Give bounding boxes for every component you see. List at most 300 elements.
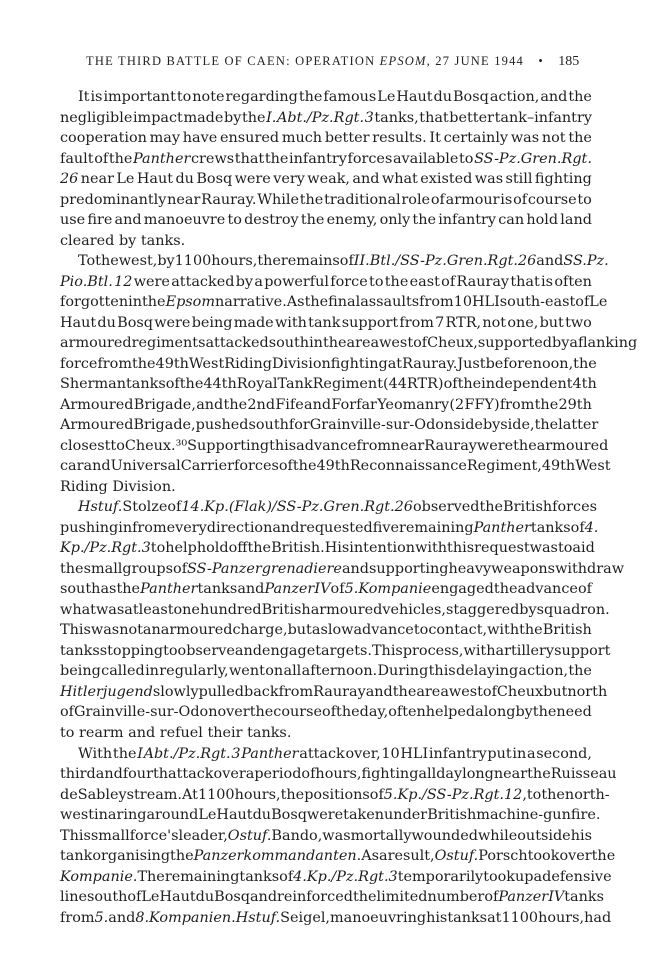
text-line — [60, 374, 597, 395]
word: by — [235, 273, 254, 290]
word: the — [223, 396, 248, 413]
word: the — [541, 786, 565, 803]
word: this — [428, 663, 456, 680]
word: destroy — [244, 212, 299, 229]
word: for — [288, 417, 310, 434]
word: hundred — [199, 601, 262, 618]
text-line — [60, 702, 592, 723]
word: of — [441, 273, 456, 290]
word: cooperation — [60, 130, 147, 147]
word: the — [532, 704, 557, 721]
word: over — [217, 704, 250, 721]
running-title-italic: EPSOM — [379, 54, 427, 68]
word: of — [127, 889, 142, 906]
word: west — [379, 335, 414, 352]
word: a — [254, 273, 263, 290]
word: limited — [376, 889, 428, 906]
text-line — [60, 272, 592, 293]
word: armoured — [536, 437, 609, 454]
word: attack — [299, 745, 345, 762]
word: Panther — [473, 519, 531, 536]
word: being — [191, 314, 233, 331]
word: I. — [266, 109, 277, 126]
word: that — [510, 273, 540, 290]
word: and — [237, 581, 265, 598]
word: Panther — [133, 150, 191, 167]
word: west, — [118, 253, 158, 270]
word: certainly — [443, 130, 509, 147]
word: tank — [60, 848, 93, 865]
word: the — [568, 89, 592, 105]
word: the — [264, 150, 289, 167]
word: day, — [359, 704, 389, 721]
word: as — [100, 581, 117, 598]
word: the — [534, 396, 559, 413]
word: Riding — [60, 478, 108, 495]
word: with — [415, 540, 448, 557]
word: West — [575, 458, 611, 475]
word: Supporting — [187, 437, 270, 454]
word: final — [328, 294, 361, 311]
word: around — [146, 807, 199, 824]
word: British — [503, 499, 553, 516]
word: To — [78, 253, 96, 270]
word: intention — [349, 540, 416, 557]
word: may — [149, 130, 181, 147]
word: FFY) — [464, 396, 500, 413]
word: were — [234, 171, 271, 188]
word: were — [154, 314, 191, 331]
word: noon, — [532, 355, 574, 372]
word: Division — [271, 355, 331, 372]
word: de — [60, 786, 78, 803]
word: fault — [60, 150, 94, 167]
word: at — [487, 909, 502, 926]
word: under — [384, 807, 428, 824]
word: While — [257, 191, 299, 208]
text-line — [60, 128, 592, 149]
word: observe — [177, 642, 235, 659]
word: Brigade, — [133, 396, 196, 413]
word: side, — [500, 417, 535, 434]
word: du — [195, 889, 215, 906]
word: existed — [420, 171, 473, 188]
word: of — [413, 335, 428, 352]
word: vehicles, — [382, 601, 446, 618]
word: Bosq — [196, 171, 233, 188]
word: requested — [299, 519, 373, 536]
word: up — [515, 868, 534, 885]
word: of — [330, 581, 345, 598]
word: helped — [425, 704, 476, 721]
word: infantry — [428, 745, 487, 762]
word: Bando, — [271, 827, 323, 844]
word: 49th — [541, 458, 576, 475]
word: all — [283, 663, 302, 680]
word: British — [542, 622, 592, 639]
word: with — [463, 642, 496, 659]
word: Sabley — [77, 786, 127, 803]
word: fighting — [534, 171, 592, 188]
word: 5. — [94, 909, 109, 926]
word: remaining — [164, 868, 240, 885]
word: the — [257, 253, 281, 270]
text-line — [60, 436, 609, 457]
word: artillery — [495, 642, 555, 659]
word: and — [114, 212, 142, 229]
word: and — [536, 253, 564, 270]
word: Riding — [224, 355, 272, 372]
word: by — [118, 232, 137, 249]
word: took — [483, 868, 516, 885]
word: Rauray. — [402, 355, 458, 372]
word: 14. — [181, 499, 205, 516]
word: tanks — [60, 642, 100, 659]
word: positions — [304, 786, 370, 803]
word: was — [529, 540, 558, 557]
word: du — [97, 314, 116, 331]
word: du — [252, 807, 272, 824]
word: engage — [261, 642, 316, 659]
word: small — [90, 827, 130, 844]
word: the — [479, 499, 504, 516]
body-text — [60, 87, 638, 928]
text-line — [60, 620, 592, 641]
word: from — [132, 519, 167, 536]
word: on — [265, 663, 284, 680]
word: staggered — [446, 601, 520, 618]
word: and — [95, 766, 123, 783]
word: south — [248, 417, 289, 434]
word: in — [309, 335, 323, 352]
word: 29th — [558, 396, 592, 413]
word: to — [369, 273, 384, 290]
word: in — [94, 807, 108, 824]
word: the — [304, 294, 329, 311]
word: Yeomanry — [377, 396, 450, 413]
header-bullet: • — [538, 54, 544, 68]
word: hold — [196, 540, 229, 557]
word: delaying — [456, 663, 519, 680]
word: regularly, — [159, 663, 229, 680]
word: Rauray. — [201, 191, 257, 208]
word: temporarily — [397, 868, 484, 885]
word: 5. — [344, 581, 359, 598]
word: du — [175, 171, 194, 188]
word: over — [559, 848, 592, 865]
word: results. — [372, 130, 427, 147]
word: flanking — [577, 335, 638, 352]
word: IV — [548, 889, 565, 906]
word: machine-gun — [476, 807, 571, 824]
word: note — [192, 89, 225, 105]
word: cleared — [60, 232, 115, 249]
word: tanks — [447, 909, 488, 926]
word: not — [482, 314, 507, 331]
word: line — [60, 889, 87, 906]
word: that — [419, 109, 449, 126]
word: Kompanien. — [149, 909, 236, 926]
word: were — [476, 437, 514, 454]
word: ensured — [220, 130, 280, 147]
word: Ostuf. — [227, 827, 272, 844]
word: Hstuf. — [235, 909, 281, 926]
word: Bosq — [214, 889, 250, 906]
word: south — [268, 335, 310, 352]
text-line — [60, 641, 611, 662]
word: support — [554, 642, 611, 659]
text-line — [60, 867, 612, 888]
word: Carrier — [180, 458, 235, 475]
word: tanks — [564, 889, 605, 906]
word: 4. — [293, 868, 307, 885]
word: near — [80, 171, 114, 188]
word: to — [163, 642, 178, 659]
word: the — [392, 683, 417, 700]
word: of — [279, 868, 294, 885]
text-line — [60, 210, 592, 231]
word: Panther — [241, 745, 299, 762]
word: in — [128, 294, 142, 311]
word: that — [234, 150, 265, 167]
word: remains — [280, 253, 340, 270]
word: 26 — [517, 253, 537, 270]
word: attacked — [171, 273, 235, 290]
word: Le — [198, 807, 217, 824]
word: but — [287, 622, 312, 639]
word: near — [167, 191, 201, 208]
text-line — [60, 169, 592, 190]
word: by — [519, 601, 537, 618]
word: weak, — [307, 171, 351, 188]
word: squadron. — [536, 601, 610, 618]
word: 12 — [114, 273, 133, 290]
word: force's — [129, 827, 179, 844]
word: better — [324, 130, 370, 147]
word: Forfar — [331, 396, 377, 413]
word: course — [527, 191, 577, 208]
word: crews — [190, 150, 235, 167]
word: the — [412, 212, 436, 229]
word: narrative. — [214, 294, 287, 311]
word: aid — [572, 540, 595, 557]
word: Grainville-sur-Odon — [309, 417, 454, 434]
word: the — [108, 150, 133, 167]
word: force — [330, 273, 368, 290]
word: were — [133, 273, 170, 290]
word: hours, — [315, 766, 362, 783]
word: of — [278, 458, 293, 475]
word: Rauray — [313, 683, 366, 700]
word: Kp.(Flak)/SS-Pz.Gren.Rgt. — [204, 499, 395, 516]
word: second, — [536, 745, 592, 762]
word: and — [83, 458, 111, 475]
word: but — [543, 683, 568, 700]
word: were — [306, 807, 344, 824]
word: (2 — [449, 396, 465, 413]
word: closest — [60, 437, 111, 454]
text-line — [60, 908, 612, 929]
word: is — [90, 89, 103, 105]
word: back — [244, 683, 279, 700]
word: to — [557, 540, 573, 557]
word: and — [304, 396, 332, 413]
word: 44th — [203, 376, 237, 393]
text-line — [60, 559, 625, 580]
word: action, — [489, 89, 540, 105]
word: of — [301, 766, 316, 783]
word: Haut — [159, 889, 196, 906]
word: to — [459, 150, 474, 167]
word: Kp./Pz.Rgt. — [306, 868, 389, 885]
word: and — [196, 396, 224, 413]
word: reinforced — [277, 889, 353, 906]
word: Bosq — [117, 314, 153, 331]
word: 3 — [364, 109, 374, 126]
word: SS-Panzergrenadiere — [187, 560, 342, 577]
word: Btl./SS-Pz.Gren.Rgt. — [369, 253, 518, 270]
word: His — [324, 540, 350, 557]
word: Epsom — [165, 294, 215, 311]
word: the — [299, 191, 324, 208]
word: much — [281, 130, 323, 147]
text-line — [60, 682, 608, 703]
word: request — [474, 540, 530, 557]
word: the — [534, 417, 559, 434]
word: Kompanie — [358, 581, 432, 598]
word: made — [183, 109, 224, 126]
word: infantry — [438, 212, 497, 229]
word: the — [95, 253, 119, 270]
word: Hitlerjugend — [60, 683, 153, 700]
word: what — [381, 171, 418, 188]
word: supporting — [369, 560, 449, 577]
word: better — [449, 109, 494, 126]
word: from — [97, 355, 132, 372]
word: 8. — [135, 909, 150, 926]
word: armoured — [60, 335, 132, 352]
word: British. — [271, 540, 325, 557]
word: north — [567, 683, 608, 700]
word: withdraw — [555, 560, 625, 577]
word: not — [541, 130, 566, 147]
word: while — [477, 827, 518, 844]
word: the — [591, 848, 616, 865]
word: period — [254, 766, 302, 783]
word: assaults — [360, 294, 420, 311]
word: tanks — [530, 519, 571, 536]
word: tanks — [239, 868, 280, 885]
word: five — [372, 519, 399, 536]
word: taken — [343, 807, 385, 824]
word: 10 — [453, 294, 472, 311]
word: negligible — [60, 109, 133, 126]
word: HLI — [472, 294, 500, 311]
word: called — [101, 663, 145, 680]
word: Tank — [277, 376, 313, 393]
word: of — [167, 499, 182, 516]
text-line — [60, 600, 610, 621]
word: Le — [116, 171, 135, 188]
word: It — [78, 89, 90, 105]
word: The — [137, 868, 165, 885]
word: this — [269, 437, 297, 454]
word: the — [170, 848, 194, 865]
word: 12, — [504, 786, 527, 803]
word: the — [280, 786, 305, 803]
word: the — [247, 540, 272, 557]
word: from — [356, 437, 392, 454]
word: of — [165, 376, 180, 393]
word: Panzerkommandanten. — [193, 848, 362, 865]
text-line — [60, 251, 609, 272]
word: and — [365, 683, 393, 700]
word: Regiment, — [466, 458, 542, 475]
word: day — [436, 766, 463, 783]
word: at — [387, 355, 403, 372]
word: 3 — [231, 745, 241, 762]
word: of — [577, 581, 592, 598]
word: Fife — [275, 396, 304, 413]
word: Universal — [110, 458, 181, 475]
word: This — [60, 827, 91, 844]
word: often — [388, 704, 426, 721]
text-line — [60, 785, 610, 806]
word: 26 — [60, 171, 79, 188]
word: 7 — [435, 314, 445, 331]
word: contact, — [428, 622, 488, 639]
text-line — [60, 805, 601, 826]
text-line — [60, 518, 599, 539]
word: Rauray — [424, 437, 477, 454]
word: to — [526, 786, 542, 803]
word: to — [60, 724, 75, 741]
word: attack — [168, 766, 214, 783]
word: impact — [132, 109, 183, 126]
word: tanks, — [374, 109, 419, 126]
word: II. — [353, 253, 370, 270]
word: least — [138, 601, 174, 618]
word: Brigade, — [133, 417, 196, 434]
word: was — [474, 171, 504, 188]
word: independent — [481, 376, 573, 393]
word: took — [527, 848, 560, 865]
word: wounded — [411, 827, 478, 844]
word: 4. — [584, 519, 599, 536]
word: 1100 — [174, 253, 212, 270]
word: 3 — [141, 540, 151, 557]
word: the — [60, 560, 84, 577]
word: Le — [141, 889, 160, 906]
word: heavy — [448, 560, 492, 577]
word: Cheux, — [427, 335, 478, 352]
word: fighting — [330, 355, 388, 372]
word: Hstuf. — [78, 499, 123, 516]
word: Ruisseau — [550, 766, 617, 783]
word: car — [60, 458, 84, 475]
word: this — [447, 540, 475, 557]
word: but — [539, 314, 564, 331]
word: forces — [347, 150, 393, 167]
word: pulled — [198, 683, 244, 700]
word: action, — [518, 663, 569, 680]
word: in — [118, 519, 133, 536]
word: by — [515, 704, 533, 721]
word: predominantly — [60, 191, 167, 208]
word: east — [409, 273, 440, 290]
word: the — [141, 294, 166, 311]
word: RTR) — [406, 376, 444, 393]
